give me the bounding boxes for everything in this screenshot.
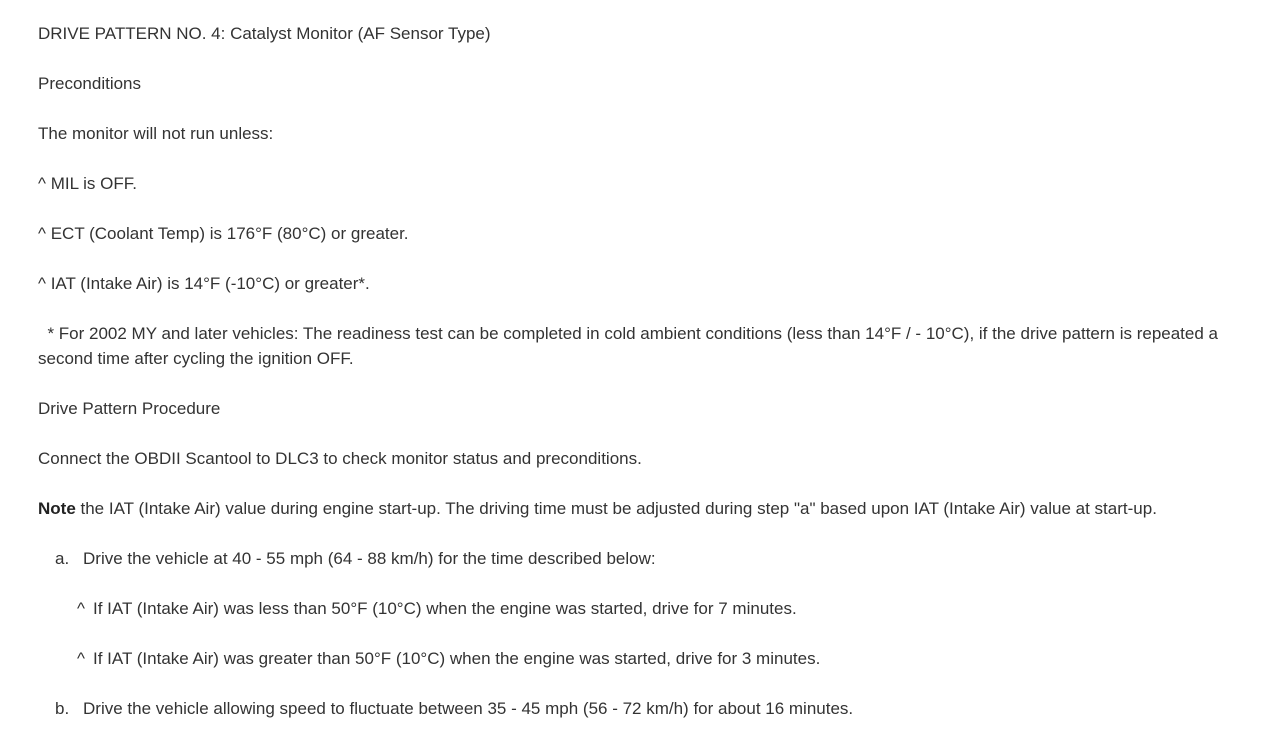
step-a-subitem-1-text: If IAT (Intake Air) was less than 50°F (10°C) when the engine was started, drive for 7 minutes. [93, 599, 797, 618]
caret-icon: ^ [77, 599, 85, 618]
step-b [55, 696, 853, 721]
note-text: the IAT (Intake Air) value during engine start-up. The driving time must be adjusted during step "a" based upon IAT (Intake Air) value at start-up. [75, 499, 1157, 518]
step-a [55, 546, 656, 571]
procedure-heading: Drive Pattern Procedure [38, 399, 221, 418]
step-a-marker: a. [55, 549, 70, 568]
note-label: Note [38, 499, 76, 518]
step-a-subitem-1 [77, 596, 797, 621]
condition-iat: ^ IAT (Intake Air) is 14°F (-10°C) or greater*. [38, 274, 370, 293]
document-title: DRIVE PATTERN NO. 4: Catalyst Monitor (AF Sensor Type) [38, 24, 491, 43]
condition-ect: ^ ECT (Coolant Temp) is 176°F (80°C) or greater. [38, 224, 409, 243]
note-paragraph [38, 496, 1157, 521]
monitor-intro-text: The monitor will not run unless: [38, 124, 274, 143]
step-a-text: Drive the vehicle at 40 - 55 mph (64 - 88 km/h) for the time described below: [83, 549, 656, 568]
caret-icon: ^ [77, 649, 85, 668]
footnote-text: * For 2002 MY and later vehicles: The readiness test can be completed in cold ambient conditions (less than 14°F / - 10°C), if the drive pattern is repeated a second time after cycling the ignition OFF. [38, 324, 1223, 368]
condition-mil: ^ MIL is OFF. [38, 174, 137, 193]
step-b-text: Drive the vehicle allowing speed to fluctuate between 35 - 45 mph (56 - 72 km/h) for about 16 minutes. [83, 699, 854, 718]
connect-instruction: Connect the OBDII Scantool to DLC3 to check monitor status and preconditions. [38, 449, 642, 468]
preconditions-heading: Preconditions [38, 74, 142, 93]
step-a-subitem-2-text: If IAT (Intake Air) was greater than 50°F (10°C) when the engine was started, drive for 3 minutes. [93, 649, 821, 668]
step-b-marker: b. [55, 699, 70, 718]
step-a-subitem-2 [77, 646, 820, 671]
